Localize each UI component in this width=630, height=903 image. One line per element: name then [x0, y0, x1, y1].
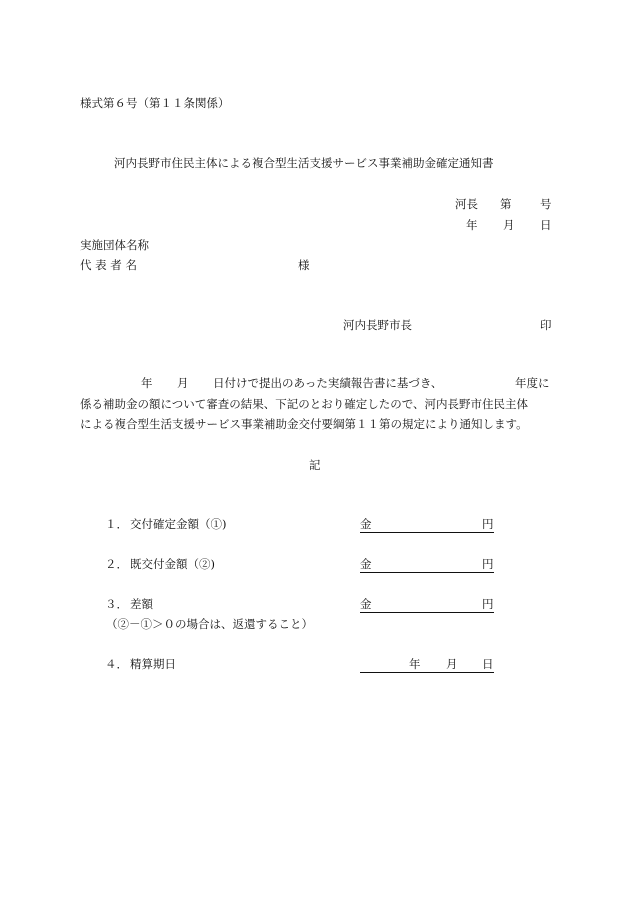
body-line2: 係る補助金の額について審査の結果、下記のとおり確定したので、河内長野市住民主体	[80, 397, 529, 411]
amount-underline	[360, 572, 494, 573]
org-name-label: 実施団体名称	[80, 238, 149, 252]
item-label: 交付確定金額（①)	[130, 517, 227, 531]
amount-suffix: 円	[482, 557, 494, 571]
settlement-month: 月	[446, 657, 458, 671]
item-number: ３．	[105, 597, 128, 611]
body-fiscal-year: 年度に	[515, 376, 550, 390]
item-label: 差額	[130, 597, 153, 611]
settlement-day: 日	[482, 657, 494, 671]
representative-label: 代 表 者 名	[80, 258, 137, 272]
doc-number-dai: 第	[500, 197, 512, 211]
settlement-year: 年	[409, 657, 421, 671]
honorific: 様	[298, 258, 310, 272]
body-month: 月	[177, 376, 189, 390]
amount-prefix: 金	[360, 517, 372, 531]
ki-heading: 記	[309, 458, 321, 472]
doc-date-day: 日	[540, 218, 552, 232]
doc-number-go: 号	[540, 197, 552, 211]
item-number: ４．	[105, 657, 128, 671]
body-line1-text: 日付けで提出のあった実績報告書に基づき、	[213, 376, 443, 390]
amount-suffix: 円	[482, 517, 494, 531]
amount-underline	[360, 532, 494, 533]
body-year: 年	[141, 376, 153, 390]
form-number: 様式第６号（第１１条関係）	[80, 96, 230, 110]
document-title: 河内長野市住民主体による複合型生活支援サービス事業補助金確定通知書	[114, 156, 494, 170]
date-underline	[360, 672, 494, 673]
body-line3: による複合型生活支援サービス事業補助金交付要綱第１１第の規定により通知します。	[80, 417, 528, 431]
seal-mark: 印	[540, 318, 552, 332]
amount-suffix: 円	[482, 597, 494, 611]
item-label: 精算期日	[130, 657, 176, 671]
sender-name: 河内長野市長	[343, 318, 412, 332]
item-label: 既交付金額（②)	[130, 557, 215, 571]
amount-prefix: 金	[360, 557, 372, 571]
amount-underline	[360, 612, 494, 613]
doc-date-month: 月	[503, 218, 515, 232]
amount-prefix: 金	[360, 597, 372, 611]
item-number: １．	[105, 517, 128, 531]
doc-number-prefix: 河長	[455, 197, 478, 211]
item-note: （②－①＞０の場合は、返還すること）	[106, 617, 313, 631]
doc-date-year: 年	[466, 218, 478, 232]
item-number: ２．	[105, 557, 128, 571]
